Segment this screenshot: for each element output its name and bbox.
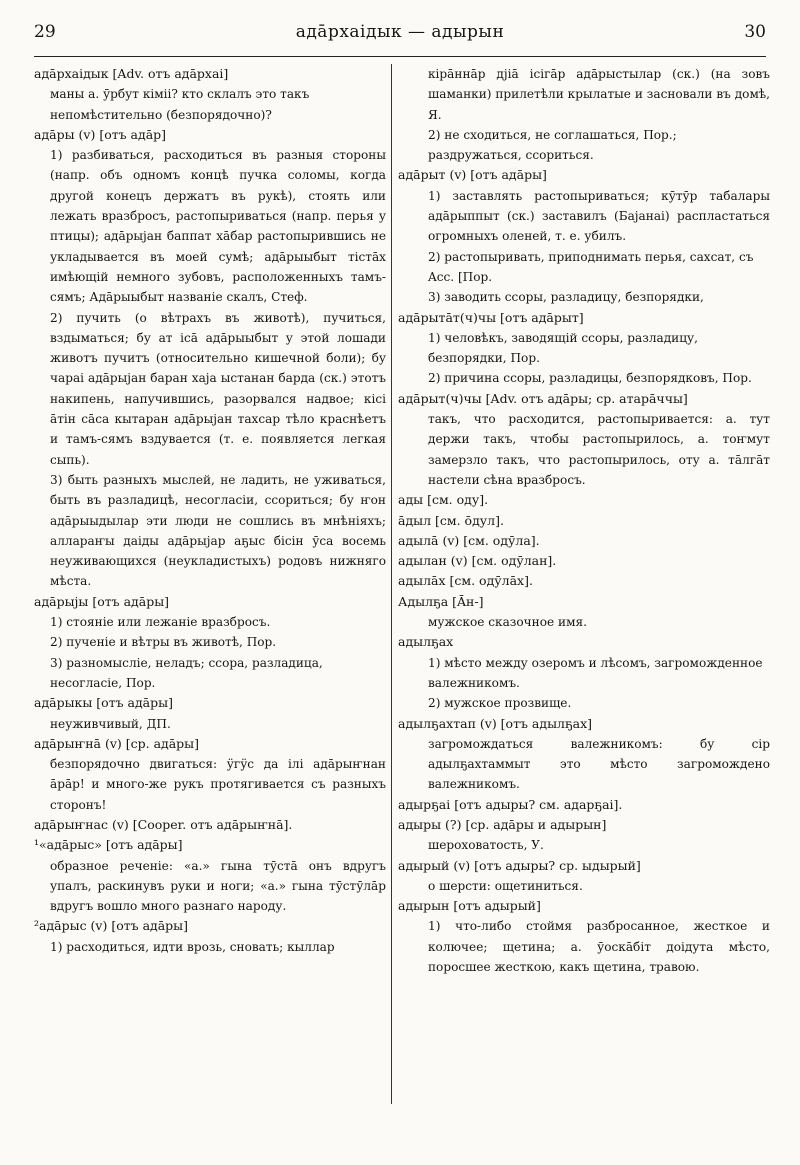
entry-definition: 1) что-либо стоймя разбросанное, жесткое и колючее; щетина; а. ӯоскāбіт доідута мѣсто, поросшее жесткою, какъ щетина, травою. xyxy=(428,919,770,975)
entry-definition: 3) быть разныхъ мыслей, не ладить, не уживаться, быть въ разладицѣ, несогласіи, ссориться; бу ҥон адāрыыдылар эти люди не сошлись въ мнѣніяхъ; аллараҥы даіды адāрыjар аҕыс бісін ӯса восемь неуживающихся (неукладистыхъ) родовъ нижняго мѣста. xyxy=(50,472,386,589)
entry-headword: адылҕах xyxy=(398,634,454,650)
entry-headword: ¹«адāрыс» [отъ адāры] xyxy=(34,837,183,853)
entry-headword: āдыл [см. ōдул]. xyxy=(398,512,504,528)
entry-headword: адāры (v) [отъ адāр] xyxy=(34,126,167,142)
page-number-left: 29 xyxy=(34,22,56,42)
entry-definition: 1) расходиться, идти врозь, сновать; кыллар xyxy=(50,939,335,954)
entry-headword: адыры (?) [ср. адāры и адырын] xyxy=(398,816,607,832)
entry-definition: 3) заводить ссоры, разладицу, безпорядки, xyxy=(428,290,704,305)
entry-headword: адырын [отъ адырый] xyxy=(398,898,541,914)
entry-headword: Адылҕа [Āн-] xyxy=(398,593,484,609)
entry-headword: адылā (v) [см. одӯла]. xyxy=(398,532,540,548)
entry-headword: адырый (v) [отъ адыры? ср. ыдырый] xyxy=(398,857,641,873)
page-number-right: 30 xyxy=(744,22,766,42)
entry-definition: мужское сказочное имя. xyxy=(428,615,587,630)
column-divider xyxy=(391,64,392,1104)
entry-definition: 2) не сходиться, не соглашаться, Пор.; раздружаться, ссориться. xyxy=(428,127,677,163)
entry-definition: 1) стояніе или лежаніе вразбросъ. xyxy=(50,615,271,630)
entry-definition: 1) мѣсто между озеромъ и лѣсомъ, загроможденное валежникомъ. xyxy=(428,655,763,690)
entry-headword: адырҕаі [отъ адыры? см. адарҕаі]. xyxy=(398,796,623,812)
entry-definition: образное реченіе: «а.» гына тӯстā онъ вдругъ упалъ, раскинувъ руки и ноги; «а.» гына тӯстӯлāр вдругъ вошло много разнаго народу. xyxy=(50,858,386,914)
entry-definition: 1) заставлять растопыриваться; кӯтӯр табалары адāрыппыт (ск.) заставилъ (Баjанаі) распластаться огромныхъ оленей, т. е. убилъ. xyxy=(428,188,770,244)
entry-definition: 1) человѣкъ, заводящій ссоры, разладицу, безпорядки, Пор. xyxy=(428,330,698,366)
entry-definition: 2) причина ссоры, разладицы, безпорядковъ, Пор. xyxy=(428,371,752,386)
entry-definition: безпорядочно двигаться: ӱгӱс да ілі адāрыҥнан āрāр! и много-же рукъ протягивается съ разныхъ сторонъ! xyxy=(50,757,386,812)
entry-definition: шероховатость, У. xyxy=(428,838,544,853)
entry-definition: 1) разбиваться, расходиться въ разныя стороны (напр. объ одномъ концѣ пучка соломы, когда другой конецъ держатъ въ рукѣ), стоять или лежать вразбросъ, растопыриваться (напр. перья у птицы); адāрыjан баппат хāбар растопырившись не укладывается въ моей сумѣ; адāрыыбыт тістāх имѣющій немного зубовъ, расположенныхъ тамъ-сямъ; Адāрыыбыт названіе скалъ, Стеф. xyxy=(50,148,386,305)
entry-headword: адāрыjы [отъ адāры] xyxy=(34,593,170,609)
entry-headword: ады [см. оду]. xyxy=(398,492,489,508)
entry-headword: адāрыҥнас (v) [Cooper. отъ адāрыҥнā]. xyxy=(34,816,293,832)
entry-definition: такъ, что расходится, растопыривается: а. тут держи такъ, чтобы растопырилось, а. тоҥмут замерзло такъ, что растопырилось, оту а. тāлгāт настели сѣна вразбросъ. xyxy=(428,412,770,487)
entry-definition: загромождаться валежникомъ: бу сір адылҕахтаммыт это мѣсто загромождено валежникомъ. xyxy=(428,736,770,792)
header-rule xyxy=(34,56,766,57)
entry-definition: кірāннāр дjіā ісігāр адāрыстылар (ск.) (на зовъ шаманки) прилетѣли крылатые и засновали въ домѣ, Я. xyxy=(428,67,770,122)
entry-definition: 2) пучить (о вѣтрахъ въ животѣ), пучиться, вздыматься; бу ат ісā адāрыыбыт у этой лошади животъ пучитъ (относительно кишечной боли); бу чараі адāрыjан баран хаjа ыстанан барда (ск.) этотъ накипень, напучившись, разорвался надвое; кісі āтін сāса кытаран адāрыjан тахсар тѣло краснѣетъ и тамъ-сямъ вздувается (т. е. появляется легкая сыпь). xyxy=(50,310,386,467)
entry-headword: адāрхаідык [Adv. отъ адāрхаі] xyxy=(34,66,229,81)
entry-headword: адылҕахтап (v) [отъ адылҕах] xyxy=(398,715,593,731)
entry-definition: 2) растопыривать, приподнимать перья, сахсат, съ Acc. [Пор. xyxy=(428,249,754,284)
page-header xyxy=(34,22,766,46)
entry-headword: адāрыкы [отъ адāры] xyxy=(34,695,173,711)
entry-headword: адāрыҥнā (v) [ср. адāры] xyxy=(34,735,200,751)
running-title: адāрхаідык — адырын xyxy=(295,22,505,42)
entry-headword: адāрыт (v) [отъ адāры] xyxy=(398,167,547,183)
entry-definition: неуживчивый, ДП. xyxy=(50,716,171,731)
entry-headword: адылан (v) [см. одӯлан]. xyxy=(398,553,557,569)
right-column xyxy=(398,64,770,977)
entry-headword: ²адāрыс (v) [отъ адāры] xyxy=(34,918,188,934)
entry-definition: о шерсти: ощетиниться. xyxy=(428,878,583,893)
entry-headword: адāрыт(ч)чы [Adv. отъ адāры; ср. атарāччы] xyxy=(398,390,688,406)
entry-definition: 3) разномысліе, неладъ; ссора, разладица, несогласіе, Пор. xyxy=(50,655,323,690)
entry-definition: 2) мужское прозвище. xyxy=(428,696,572,711)
entry-definition: маны а. ӯрбут кіміі? кто склалъ это такъ непомѣстительно (безпорядочно)? xyxy=(50,87,310,122)
entry-headword: адāрытāт(ч)чы [отъ адāрыт] xyxy=(398,309,584,325)
left-column xyxy=(34,64,386,957)
entry-definition: 2) пученіе и вѣтры въ животѣ, Пор. xyxy=(50,635,277,650)
entry-headword: адылāх [см. одӯлāх]. xyxy=(398,573,533,589)
